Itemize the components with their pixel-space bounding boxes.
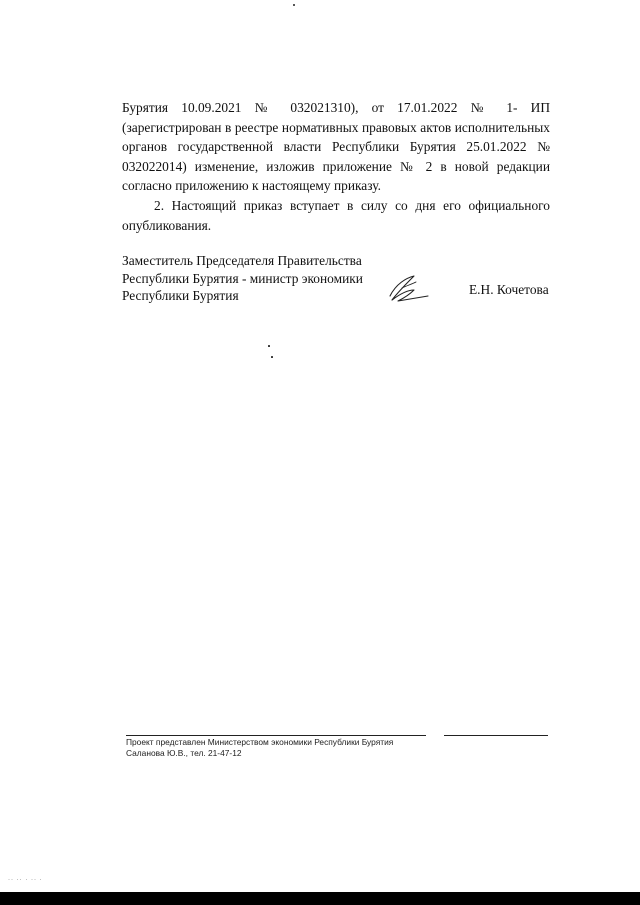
footer-line-1: Проект представлен Министерством экономики Республики Бурятия — [126, 737, 394, 747]
signatory-title — [122, 252, 363, 305]
scan-edge-bar — [0, 892, 640, 905]
footer-divider — [444, 735, 548, 736]
scan-speck — [293, 4, 295, 6]
signatory-title-line-2: Республики Бурятия - министр экономики — [122, 270, 363, 286]
footer-note — [126, 737, 393, 759]
body-paragraph-1: Бурятия 10.09.2021 № 032021310), от 17.01.2022 № 1- ИП (зарегистрирован в реестре нормативных правовых актов исполнительных органов государственной власти Республики Бурятия 25.01.2022 № 032022014) изменение, изложив приложение № 2 в новой редакции согласно приложению к настоящему приказу. — [122, 100, 550, 194]
signatory-title-line-3: Республики Бурятия — [122, 288, 239, 304]
scan-speck — [268, 345, 270, 347]
footer-line-2: Саланова Ю.В., тел. 21-47-12 — [126, 748, 242, 758]
body-paragraph-2: 2. Настоящий приказ вступает в силу со дня его официального опубликования. — [122, 197, 550, 233]
scan-noise: ·· ·· · ·· · — [8, 877, 43, 883]
signatory-name: Е.Н. Кочетова — [469, 282, 549, 297]
footer-divider — [126, 735, 426, 736]
scan-speck — [271, 356, 273, 358]
signatory-title-line-1: Заместитель Председателя Правительства — [122, 253, 362, 268]
handwritten-signature — [384, 270, 430, 308]
document-body — [122, 98, 550, 235]
